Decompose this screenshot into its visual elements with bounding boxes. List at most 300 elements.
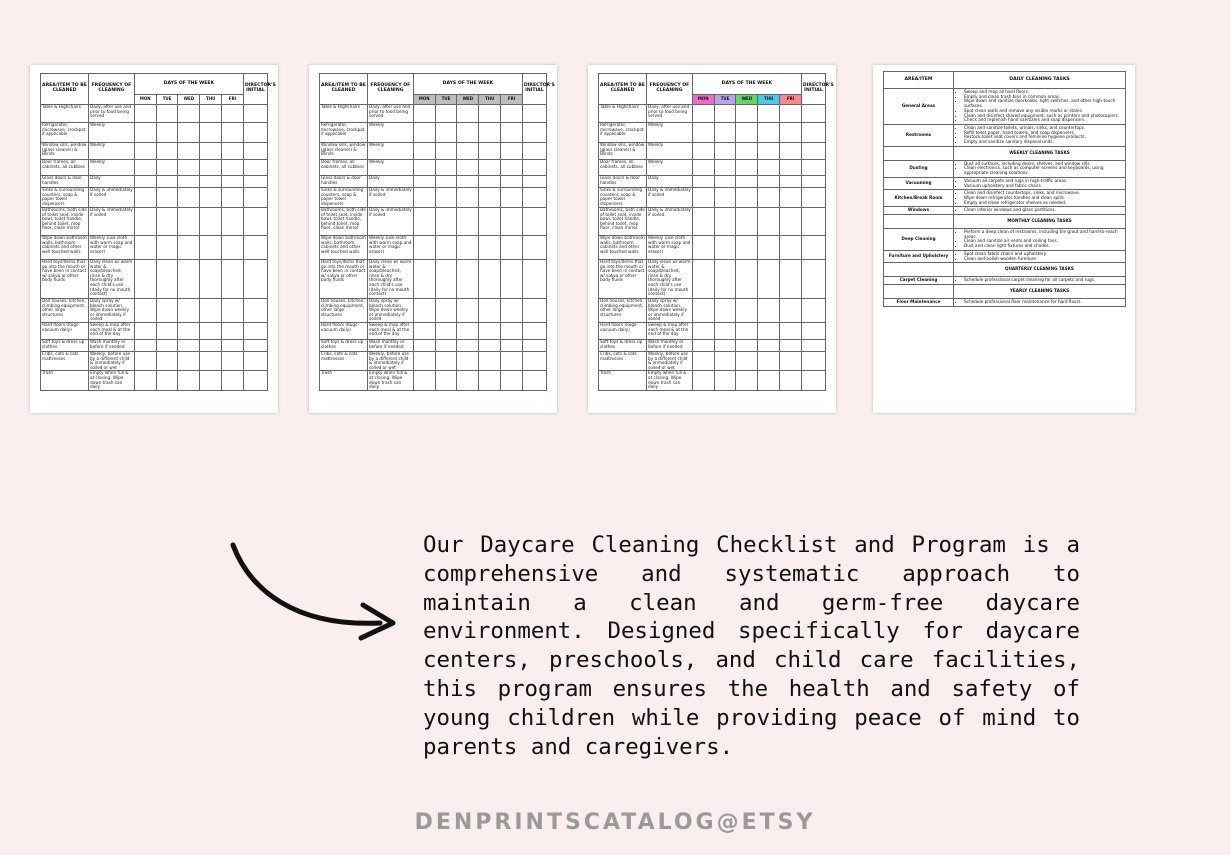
check-cell bbox=[134, 176, 156, 188]
frequency-cell: Weekly bbox=[647, 123, 693, 143]
task-area: Deep Cleaning bbox=[884, 229, 954, 251]
check-cell bbox=[780, 260, 802, 299]
area-cell: Doll houses, kitchen, climbing equipment, other large structures bbox=[599, 299, 647, 323]
task-area: Furniture and Upholstery bbox=[884, 250, 954, 262]
frequency-cell: Weekly (use cloth with warm soap and water or magic eraser) bbox=[647, 236, 693, 260]
check-cell bbox=[479, 351, 501, 370]
task-list bbox=[956, 179, 1123, 188]
check-cell bbox=[780, 208, 802, 236]
check-cell bbox=[736, 176, 758, 188]
table-row bbox=[41, 236, 268, 260]
check-cell bbox=[243, 260, 267, 299]
check-cell bbox=[457, 123, 479, 143]
check-cell bbox=[522, 322, 546, 339]
table-row bbox=[41, 351, 268, 370]
table-row bbox=[599, 123, 826, 143]
table-row bbox=[599, 143, 826, 160]
area-cell: Hard toys/items that go into the mouth or have been in contact w/ saliva or other body fluids bbox=[41, 260, 89, 299]
check-cell bbox=[479, 322, 501, 339]
checklist-sheet-color bbox=[588, 65, 836, 413]
check-cell bbox=[479, 260, 501, 299]
frequency-cell: Daily & immediately if soiled bbox=[647, 188, 693, 208]
check-cell bbox=[780, 351, 802, 370]
task-item: • Clean and disinfect shared equipment, such as printers and photocopiers. bbox=[964, 114, 1123, 119]
task-area: Carpet Cleaning bbox=[884, 277, 954, 285]
check-cell bbox=[222, 105, 244, 123]
check-cell bbox=[758, 176, 780, 188]
area-cell: Refrigerator, microwave, crockpot if applicable bbox=[599, 123, 647, 143]
check-cell bbox=[178, 105, 200, 123]
frequency-cell: Empty when full & at closing. Wipe down trash can daily bbox=[368, 371, 414, 390]
task-row bbox=[884, 298, 1126, 306]
check-cell bbox=[178, 188, 200, 208]
check-cell bbox=[200, 123, 222, 143]
table-row bbox=[599, 299, 826, 323]
frequency-cell: Daily bbox=[368, 176, 414, 188]
check-cell bbox=[200, 322, 222, 339]
check-cell bbox=[692, 105, 714, 123]
task-item: • Clean interior windows and glass partitions. bbox=[964, 208, 1123, 213]
area-cell: Hard floors (Rugs-vacuum daily) bbox=[41, 322, 89, 339]
area-cell: Door frames, all cabinets, all cubbies bbox=[320, 160, 368, 176]
frequency-cell: Daily clean w/ warm water & soap/bleached, rinse & dry thoroughly after each child's use (daily for no mouth contact) bbox=[89, 260, 135, 299]
check-cell bbox=[435, 299, 457, 323]
check-cell bbox=[801, 322, 825, 339]
day-wed: WED bbox=[178, 95, 200, 105]
table-row bbox=[599, 236, 826, 260]
frequency-cell: Daily bbox=[89, 176, 135, 188]
check-cell bbox=[714, 188, 736, 208]
check-cell bbox=[736, 143, 758, 160]
check-cell bbox=[200, 260, 222, 299]
frequency-cell: Daily & immediately if soiled bbox=[647, 208, 693, 236]
frequency-cell: Daily clean w/ warm water & soap/bleached, rinse & dry thoroughly after each child's use (daily for no mouth contact) bbox=[647, 260, 693, 299]
task-item: • Dust and clean light fixtures and shades. bbox=[964, 244, 1123, 249]
table-row bbox=[41, 105, 268, 123]
frequency-cell: Weekly (use cloth with warm soap and water or magic eraser) bbox=[368, 236, 414, 260]
header-days: DAYS OF THE WEEK bbox=[134, 74, 243, 95]
check-cell bbox=[801, 160, 825, 176]
task-row bbox=[884, 177, 1126, 189]
frequency-cell: Weekly, before use by a different child & immediately if soiled or wet bbox=[89, 351, 135, 370]
check-cell bbox=[222, 371, 244, 390]
check-cell bbox=[522, 176, 546, 188]
check-cell bbox=[714, 236, 736, 260]
check-cell bbox=[413, 160, 435, 176]
check-cell bbox=[736, 351, 758, 370]
check-cell bbox=[178, 160, 200, 176]
check-cell bbox=[501, 299, 523, 323]
area-cell: Trash bbox=[599, 371, 647, 390]
task-area: Dusting bbox=[884, 160, 954, 177]
day-mon: MON bbox=[692, 95, 714, 105]
check-cell bbox=[413, 339, 435, 351]
check-cell bbox=[413, 123, 435, 143]
check-cell bbox=[222, 143, 244, 160]
check-cell bbox=[479, 105, 501, 123]
check-cell bbox=[780, 143, 802, 160]
frequency-cell: Daily, after use and prior to food being served bbox=[89, 105, 135, 123]
frequency-cell: Weekly, before use by a different child & immediately if soiled or wet bbox=[368, 351, 414, 370]
table-row bbox=[599, 160, 826, 176]
check-cell bbox=[457, 143, 479, 160]
task-item: • Check and replenish hand sanitizers and soap dispensers. bbox=[964, 118, 1123, 123]
area-cell: Sinks & surrounding counters, soap & paper towel dispensers bbox=[41, 188, 89, 208]
check-cell bbox=[501, 322, 523, 339]
check-cell bbox=[222, 208, 244, 236]
check-cell bbox=[435, 371, 457, 390]
check-cell bbox=[435, 160, 457, 176]
check-cell bbox=[222, 351, 244, 370]
area-cell: Soft toys & dress up clothes bbox=[41, 339, 89, 351]
frequency-cell: Weekly bbox=[368, 143, 414, 160]
check-cell bbox=[479, 236, 501, 260]
frequency-cell: Daily & immediately if soiled bbox=[89, 188, 135, 208]
day-fri: FRI bbox=[501, 95, 523, 105]
check-cell bbox=[758, 123, 780, 143]
check-cell bbox=[758, 371, 780, 390]
check-cell bbox=[522, 160, 546, 176]
table-row bbox=[41, 123, 268, 143]
frequency-cell: Daily spray w/ bleach solution. Wipe down weekly or immediately if soiled bbox=[647, 299, 693, 323]
area-cell: Hard floors (Rugs-vacuum daily) bbox=[599, 322, 647, 339]
check-cell bbox=[134, 299, 156, 323]
check-cell bbox=[501, 236, 523, 260]
check-cell bbox=[780, 160, 802, 176]
check-cell bbox=[457, 105, 479, 123]
check-cell bbox=[479, 176, 501, 188]
check-cell bbox=[522, 299, 546, 323]
frequency-cell: Sweep & mop after each meal & at the end of the day bbox=[368, 322, 414, 339]
table-row bbox=[599, 260, 826, 299]
table-row bbox=[599, 208, 826, 236]
table-row bbox=[599, 351, 826, 370]
frequency-cell: Wash monthly or before if needed bbox=[368, 339, 414, 351]
check-cell bbox=[692, 208, 714, 236]
check-cell bbox=[200, 339, 222, 351]
check-cell bbox=[222, 123, 244, 143]
check-cell bbox=[134, 208, 156, 236]
table-row bbox=[599, 371, 826, 390]
check-cell bbox=[156, 160, 178, 176]
table-row bbox=[599, 105, 826, 123]
task-row bbox=[884, 229, 1126, 251]
check-cell bbox=[801, 105, 825, 123]
table-row bbox=[320, 176, 547, 188]
check-cell bbox=[178, 351, 200, 370]
check-cell bbox=[501, 176, 523, 188]
task-list bbox=[956, 252, 1123, 261]
check-cell bbox=[457, 208, 479, 236]
area-cell: Doll houses, kitchen, climbing equipment, other large structures bbox=[320, 299, 368, 323]
task-row bbox=[884, 124, 1126, 146]
section-heading: MONTHLY CLEANING TASKS bbox=[954, 215, 1126, 229]
check-cell bbox=[522, 339, 546, 351]
area-cell: Table & Highchairs bbox=[320, 105, 368, 123]
check-cell bbox=[178, 371, 200, 390]
task-item: • Clean and sanitize air vents and ceiling fans. bbox=[964, 239, 1123, 244]
check-cell bbox=[501, 123, 523, 143]
task-row bbox=[884, 89, 1126, 125]
check-cell bbox=[758, 339, 780, 351]
check-cell bbox=[243, 188, 267, 208]
frequency-cell: Weekly, before use by a different child & immediately if soiled or wet bbox=[647, 351, 693, 370]
check-cell bbox=[413, 208, 435, 236]
header-daily: DAILY CLEANING TASKS bbox=[954, 72, 1126, 89]
task-area: Kitchen/Break Room bbox=[884, 190, 954, 207]
check-cell bbox=[801, 339, 825, 351]
check-cell bbox=[222, 260, 244, 299]
check-cell bbox=[801, 143, 825, 160]
frequency-cell: Daily clean w/ warm water & soap/bleached, rinse & dry thoroughly after each child's use (daily for no mouth contact) bbox=[368, 260, 414, 299]
check-cell bbox=[736, 322, 758, 339]
check-cell bbox=[714, 351, 736, 370]
check-cell bbox=[479, 371, 501, 390]
check-cell bbox=[692, 339, 714, 351]
area-cell: Sinks & surrounding counters, soap & paper towel dispensers bbox=[599, 188, 647, 208]
check-cell bbox=[522, 351, 546, 370]
check-cell bbox=[714, 123, 736, 143]
check-cell bbox=[222, 299, 244, 323]
check-cell bbox=[801, 371, 825, 390]
check-cell bbox=[501, 188, 523, 208]
table-row bbox=[41, 160, 268, 176]
task-list bbox=[956, 278, 1123, 283]
check-cell bbox=[435, 143, 457, 160]
check-cell bbox=[801, 123, 825, 143]
check-cell bbox=[780, 299, 802, 323]
check-cell bbox=[714, 105, 736, 123]
day-tue: TUE bbox=[714, 95, 736, 105]
check-cell bbox=[156, 299, 178, 323]
check-cell bbox=[692, 322, 714, 339]
checklist-table bbox=[319, 73, 555, 391]
table-row bbox=[320, 208, 547, 236]
header-days: DAYS OF THE WEEK bbox=[692, 74, 801, 95]
table-row bbox=[320, 299, 547, 323]
area-cell: Window sills, window (glass cleaner) & Blinds bbox=[599, 143, 647, 160]
check-cell bbox=[736, 260, 758, 299]
check-cell bbox=[435, 260, 457, 299]
check-cell bbox=[714, 143, 736, 160]
area-cell: Sinks & surrounding counters, soap & paper towel dispensers bbox=[320, 188, 368, 208]
check-cell bbox=[243, 123, 267, 143]
header-area: AREA/ITEM TO BE CLEANED bbox=[41, 74, 89, 105]
check-cell bbox=[736, 339, 758, 351]
check-cell bbox=[413, 188, 435, 208]
check-cell bbox=[243, 176, 267, 188]
check-cell bbox=[801, 260, 825, 299]
check-cell bbox=[222, 176, 244, 188]
check-cell bbox=[736, 208, 758, 236]
area-cell: Door frames, all cabinets, all cubbies bbox=[599, 160, 647, 176]
check-cell bbox=[413, 371, 435, 390]
header-area: AREA/ITEM TO BE CLEANED bbox=[599, 74, 647, 105]
checklist-sheet-gray bbox=[309, 65, 557, 413]
check-cell bbox=[522, 371, 546, 390]
area-cell: Bathrooms, both side of toilet seat, inside bowl, toilet handle, behind toilet, mop floor, clean mirror bbox=[41, 208, 89, 236]
table-row bbox=[41, 299, 268, 323]
frequency-cell: Weekly bbox=[89, 160, 135, 176]
check-cell bbox=[714, 208, 736, 236]
header-frequency: FREQUENCY OF CLEANING bbox=[368, 74, 414, 105]
check-cell bbox=[200, 371, 222, 390]
check-cell bbox=[200, 160, 222, 176]
check-cell bbox=[692, 371, 714, 390]
area-cell: Refrigerator, microwave, crockpot if applicable bbox=[320, 123, 368, 143]
check-cell bbox=[156, 236, 178, 260]
frequency-cell: Daily spray w/ bleach solution. Wipe down weekly or immediately if soiled bbox=[368, 299, 414, 323]
check-cell bbox=[780, 371, 802, 390]
check-cell bbox=[435, 339, 457, 351]
task-item: • Wipe down and sanitize doorknobs, light switches, and other high-touch surfaces. bbox=[964, 99, 1123, 108]
section-heading: YEARLY CLEANING TASKS bbox=[954, 284, 1126, 298]
check-cell bbox=[134, 160, 156, 176]
day-thu: THU bbox=[479, 95, 501, 105]
day-tue: TUE bbox=[435, 95, 457, 105]
check-cell bbox=[457, 299, 479, 323]
check-cell bbox=[692, 188, 714, 208]
check-cell bbox=[222, 188, 244, 208]
check-cell bbox=[200, 143, 222, 160]
curved-arrow-right-icon bbox=[225, 535, 405, 645]
check-cell bbox=[243, 322, 267, 339]
check-cell bbox=[758, 351, 780, 370]
check-cell bbox=[501, 371, 523, 390]
table-row bbox=[41, 371, 268, 390]
frequency-cell: Weekly bbox=[647, 143, 693, 160]
check-cell bbox=[736, 188, 758, 208]
check-cell bbox=[501, 339, 523, 351]
day-mon: MON bbox=[134, 95, 156, 105]
check-cell bbox=[501, 208, 523, 236]
table-row bbox=[320, 188, 547, 208]
check-cell bbox=[457, 351, 479, 370]
task-row bbox=[884, 277, 1126, 285]
check-cell bbox=[758, 260, 780, 299]
header-area: AREA/ITEM bbox=[884, 72, 954, 89]
check-cell bbox=[780, 123, 802, 143]
check-cell bbox=[736, 105, 758, 123]
check-cell bbox=[134, 260, 156, 299]
checklist-table bbox=[598, 73, 834, 391]
check-cell bbox=[780, 176, 802, 188]
check-cell bbox=[457, 322, 479, 339]
frequency-cell: Empty when full & at closing. Wipe down trash can daily bbox=[89, 371, 135, 390]
header-days: DAYS OF THE WEEK bbox=[413, 74, 522, 95]
check-cell bbox=[758, 208, 780, 236]
task-item: • Vacuum all carpets and rugs in high-traffic areas. bbox=[964, 179, 1123, 184]
frequency-cell: Daily bbox=[647, 176, 693, 188]
check-cell bbox=[413, 299, 435, 323]
check-cell bbox=[692, 260, 714, 299]
check-cell bbox=[714, 176, 736, 188]
check-cell bbox=[479, 208, 501, 236]
check-cell bbox=[435, 176, 457, 188]
area-cell: Doll houses, kitchen, climbing equipment, other large structures bbox=[41, 299, 89, 323]
check-cell bbox=[200, 105, 222, 123]
check-cell bbox=[243, 299, 267, 323]
check-cell bbox=[522, 188, 546, 208]
frequency-cell: Weekly bbox=[89, 143, 135, 160]
task-item: • Clean and disinfect countertops, sinks, and microwave. bbox=[964, 191, 1123, 196]
check-cell bbox=[200, 299, 222, 323]
check-cell bbox=[156, 351, 178, 370]
check-cell bbox=[156, 208, 178, 236]
check-cell bbox=[243, 105, 267, 123]
area-cell: Wipe down bathroom walls, bathroom cabinets and other well touched walls bbox=[41, 236, 89, 260]
check-cell bbox=[457, 176, 479, 188]
area-cell: Cribs, cots & cots mattresses bbox=[41, 351, 89, 370]
task-item: • Perform a deep clean of restrooms, including tile grout and hard-to-reach areas. bbox=[964, 230, 1123, 239]
area-cell: Hard floors (Rugs-vacuum daily) bbox=[320, 322, 368, 339]
check-cell bbox=[692, 123, 714, 143]
check-cell bbox=[457, 371, 479, 390]
check-cell bbox=[736, 236, 758, 260]
check-cell bbox=[178, 123, 200, 143]
check-cell bbox=[134, 339, 156, 351]
frequency-cell: Wash monthly or before if needed bbox=[89, 339, 135, 351]
check-cell bbox=[801, 188, 825, 208]
check-cell bbox=[522, 236, 546, 260]
task-item: • Empty and sanitize sanitary disposal units. bbox=[964, 140, 1123, 145]
area-cell: Wipe down bathroom walls, bathroom cabinets and other well touched walls bbox=[320, 236, 368, 260]
table-row bbox=[599, 188, 826, 208]
check-cell bbox=[479, 339, 501, 351]
check-cell bbox=[413, 322, 435, 339]
check-cell bbox=[413, 260, 435, 299]
area-cell: Table & Highchairs bbox=[41, 105, 89, 123]
frequency-cell: Weekly bbox=[368, 123, 414, 143]
check-cell bbox=[479, 123, 501, 143]
table-row bbox=[41, 176, 268, 188]
table-row bbox=[320, 322, 547, 339]
frequency-cell: Daily & immediately if soiled bbox=[368, 188, 414, 208]
description-paragraph: Our Daycare Cleaning Checklist and Program is a comprehensive and systematic approach to maintain a clean and germ-free daycare environment. Designed specifically for daycare centers, preschools, and child care facilities, this program ensures the health and safety of young children while providing peace of mind to parents and caregivers. bbox=[423, 532, 1080, 760]
check-cell bbox=[243, 371, 267, 390]
task-area: General Areas bbox=[884, 89, 954, 125]
check-cell bbox=[435, 236, 457, 260]
check-cell bbox=[780, 339, 802, 351]
check-cell bbox=[714, 299, 736, 323]
check-cell bbox=[692, 176, 714, 188]
frequency-cell: Empty when full & at closing. Wipe down trash can daily bbox=[647, 371, 693, 390]
day-fri: FRI bbox=[780, 95, 802, 105]
table-row bbox=[320, 143, 547, 160]
table-row bbox=[41, 339, 268, 351]
area-cell: Window sills, window (glass cleaner) & Blinds bbox=[41, 143, 89, 160]
tasks-table bbox=[883, 71, 1126, 307]
check-cell bbox=[736, 371, 758, 390]
check-cell bbox=[522, 105, 546, 123]
task-item: • Schedule professional carpet cleaning for all carpets and rugs. bbox=[964, 278, 1123, 283]
day-thu: THU bbox=[758, 95, 780, 105]
section-heading: QUARTERLY CLEANING TASKS bbox=[954, 263, 1126, 277]
check-cell bbox=[200, 188, 222, 208]
check-cell bbox=[801, 176, 825, 188]
check-cell bbox=[457, 160, 479, 176]
task-area: Windows bbox=[884, 207, 954, 215]
area-cell: Cribs, cots & cots mattresses bbox=[599, 351, 647, 370]
task-list bbox=[956, 208, 1123, 213]
check-cell bbox=[801, 208, 825, 236]
table-row bbox=[320, 236, 547, 260]
check-cell bbox=[479, 188, 501, 208]
day-fri: FRI bbox=[222, 95, 244, 105]
check-cell bbox=[501, 105, 523, 123]
check-cell bbox=[243, 143, 267, 160]
check-cell bbox=[758, 299, 780, 323]
